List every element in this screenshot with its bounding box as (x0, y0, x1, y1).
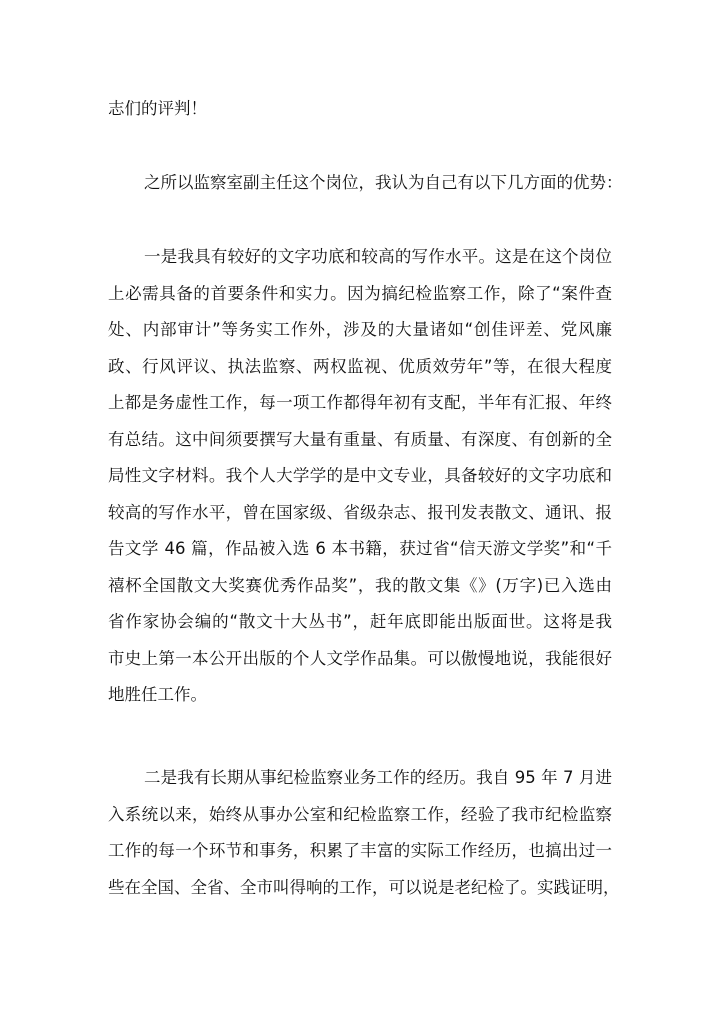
text-line: 志们的评判！ (108, 99, 207, 118)
text-line: 市史上第一本公开出版的个人文学作品集。可以傲慢地说，我能很好 (108, 648, 612, 668)
text-line: 上必需具备的首要条件和实力。因为搞纪检监察工作，除了“案件查 (108, 283, 612, 303)
text-line: 有总结。这中间须要撰写大量有重量、有质量、有深度、有创新的全 (108, 429, 612, 449)
paragraph-closing-line (108, 91, 612, 128)
text-line: 工作的每一个环节和事务，积累了丰富的实际工作经历，也搞出过一 (108, 841, 612, 860)
text-line: 告文学 46 篇，作品被入选 6 本书籍，获过省“信天游文学奖”和“千 (108, 539, 612, 558)
text-line: 上都是务虚性工作，每一项工作都得年初有支配，半年有汇报、年终 (108, 393, 612, 412)
text-line: 较高的写作水平，曾在国家级、省级杂志、报刊发表散文、通讯、报 (108, 502, 612, 522)
paragraph-advantages-intro (108, 165, 623, 202)
text-line: 禧杯全国散文大奖赛优秀作品奖”，我的散文集《》(万字)已入选由 (108, 575, 612, 595)
text-line: 一是我具有较好的文字功底和较高的写作水平。这是在这个岗位 (144, 247, 612, 266)
text-line: 入系统以来，始终从事办公室和纪检监察工作，经验了我市纪检监察 (108, 804, 612, 824)
text-line: 政、行风评议、执法监察、两权监视、优质效劳年”等，在很大程度 (108, 356, 612, 376)
paragraph-writing-skill (108, 239, 612, 714)
text-line: 地胜任工作。 (108, 685, 207, 704)
paragraph-work-experience (108, 760, 620, 906)
text-line: 之所以监察室副主任这个岗位，我认为自己有以下几方面的优势： (144, 173, 623, 192)
text-line: 省作家协会编的“散文十大丛书”，赶年底即能出版面世。这将是我 (108, 612, 612, 631)
text-line: 处、内部审计”等务实工作外，涉及的大量诸如“创佳评差、党风廉 (108, 320, 612, 339)
text-line: 些在全国、全省、全市叫得响的工作，可以说是老纪检了。实践证明， (108, 877, 620, 897)
text-line: 二是我有长期从事纪检监察业务工作的经历。我自 95 年 7 月进 (144, 768, 612, 787)
text-line: 局性文字材料。我个人大学学的是中文专业，具备较好的文字功底和 (108, 466, 612, 485)
